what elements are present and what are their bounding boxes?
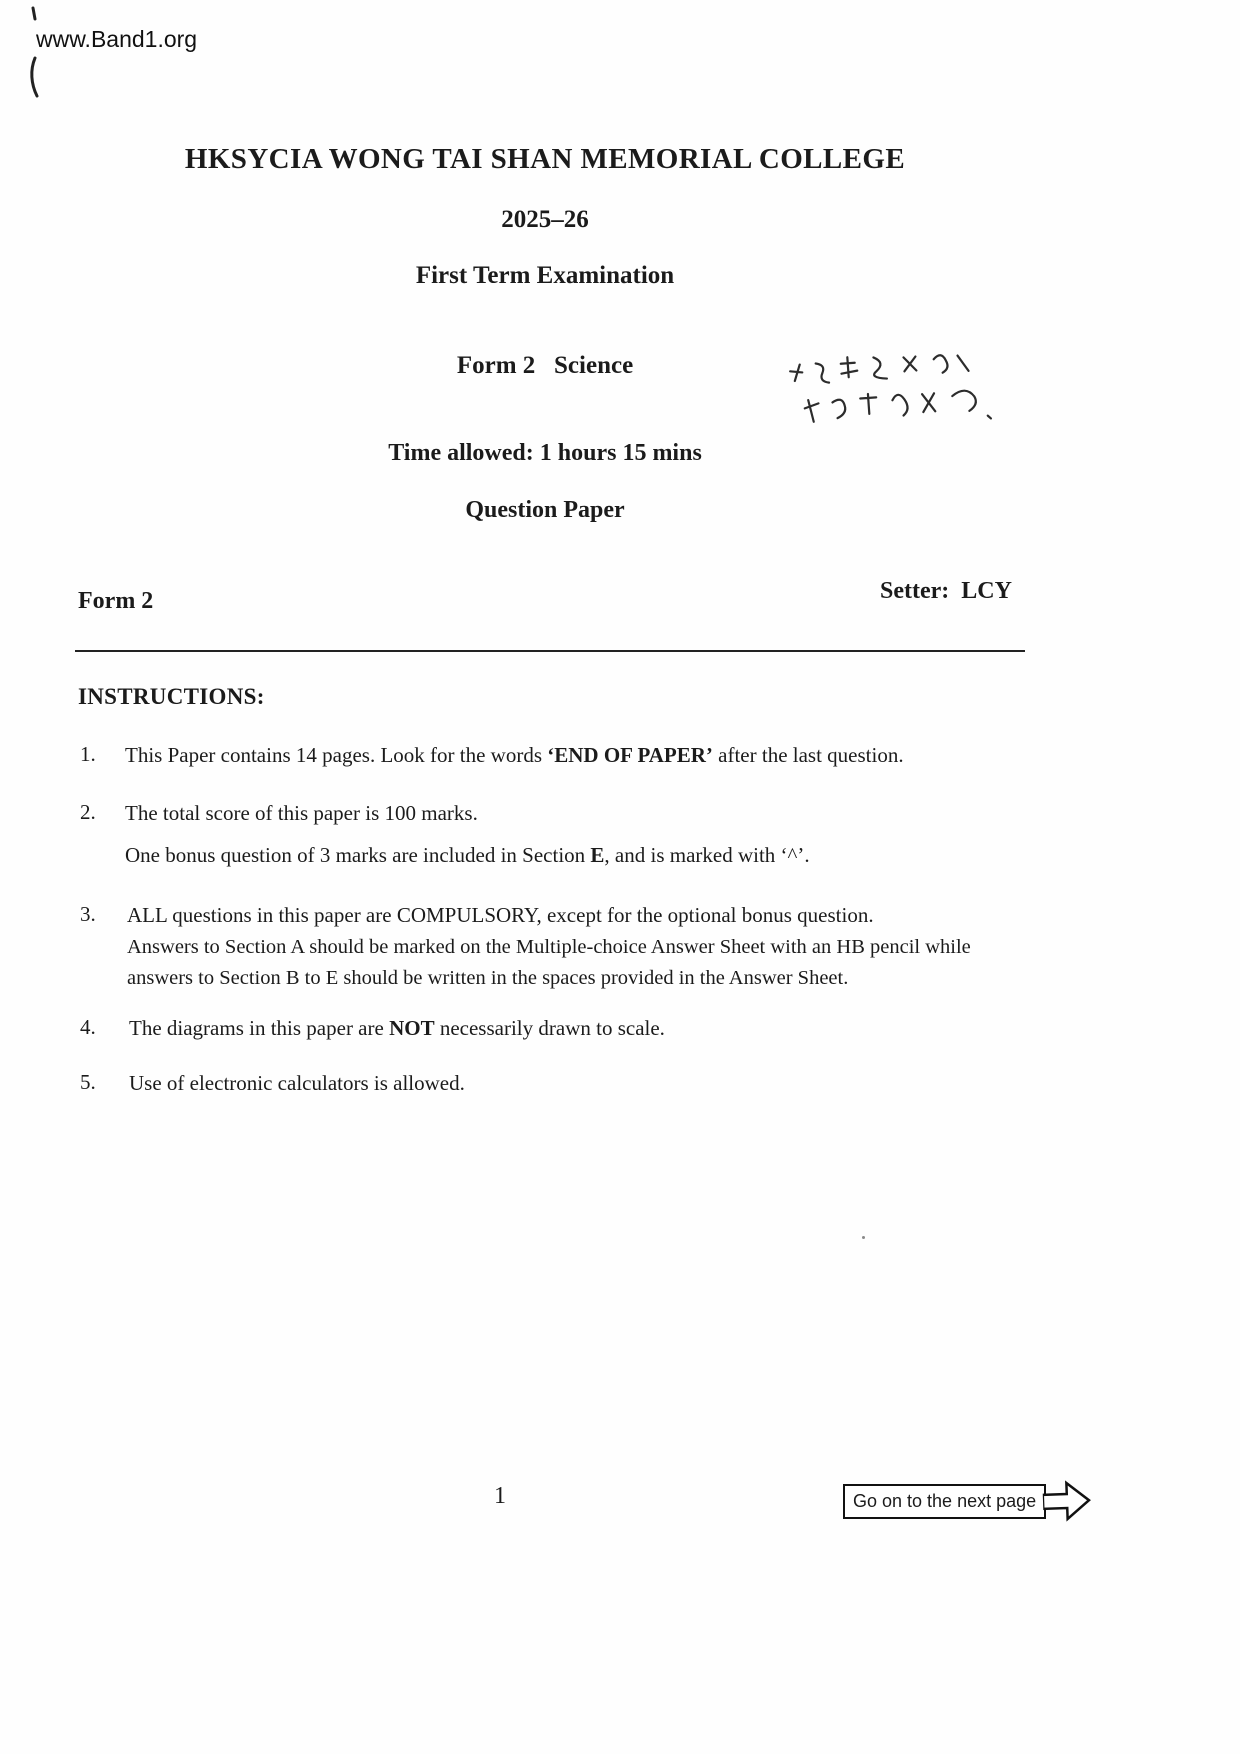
instruction-item-3-line1: ALL questions in this paper are COMPULSORY, except for the optional bonus question. <box>127 903 874 927</box>
instruction-2-text: One bonus question of 3 marks are included in Section <box>125 843 591 867</box>
instruction-2-text-end: , and is marked with ‘^’. <box>604 843 810 867</box>
instruction-number-4: 4. <box>80 1015 96 1039</box>
instruction-number-5: 5. <box>80 1070 96 1094</box>
instruction-1-bold: ‘END OF PAPER’ <box>547 743 713 767</box>
scan-artifact-dot <box>862 1236 865 1239</box>
form-label: Form 2 <box>78 588 154 614</box>
instruction-1-text: This Paper contains 14 pages. Look for the words <box>125 743 548 767</box>
page-number: 1 <box>494 1483 506 1509</box>
instruction-2-bold: E <box>590 843 605 867</box>
next-page-arrow-icon <box>1042 1477 1092 1525</box>
instruction-item-4 <box>129 1013 1019 1043</box>
instruction-4-bold: NOT <box>389 1016 435 1040</box>
instruction-number-2: 2. <box>80 800 96 824</box>
college-title: HKSYCIA WONG TAI SHAN MEMORIAL COLLEGE <box>184 143 906 175</box>
instruction-4-text-end: necessarily drawn to scale. <box>434 1016 665 1040</box>
exam-year: 2025–26 <box>501 206 589 233</box>
form-subject-title: Form 2 Science <box>456 352 634 379</box>
instruction-number-3: 3. <box>80 902 96 926</box>
next-page-label: Go on to the next page <box>843 1484 1046 1519</box>
instruction-item-5: Use of electronic calculators is allowed. <box>129 1071 465 1095</box>
watermark: www.Band1.org <box>36 26 198 52</box>
instruction-item-3-line2: Answers to Section A should be marked on the Multiple-choice Answer Sheet with an HB pencil while answers to Section B to E should be written in the spaces provided in the Answer Sheet. <box>127 936 971 989</box>
paper-type: Question Paper <box>465 497 625 523</box>
instruction-item-2-line2 <box>125 840 1015 870</box>
exam-title: First Term Examination <box>415 262 675 289</box>
instruction-4-text: The diagrams in this paper are <box>129 1016 390 1040</box>
time-allowed: Time allowed: 1 hours 15 mins <box>388 440 702 466</box>
instruction-item-2-line1: The total score of this paper is 100 marks. <box>125 801 478 825</box>
instructions-title: INSTRUCTIONS: <box>78 684 265 709</box>
instruction-item-1 <box>125 740 1015 770</box>
setter-label: Setter: LCY <box>880 578 1012 604</box>
next-page-indicator <box>843 1478 1091 1524</box>
divider <box>75 650 1025 652</box>
instruction-number-1: 1. <box>80 742 96 766</box>
instruction-1-text-end: after the last question. <box>712 743 904 767</box>
handwritten-annotation <box>785 341 1006 448</box>
